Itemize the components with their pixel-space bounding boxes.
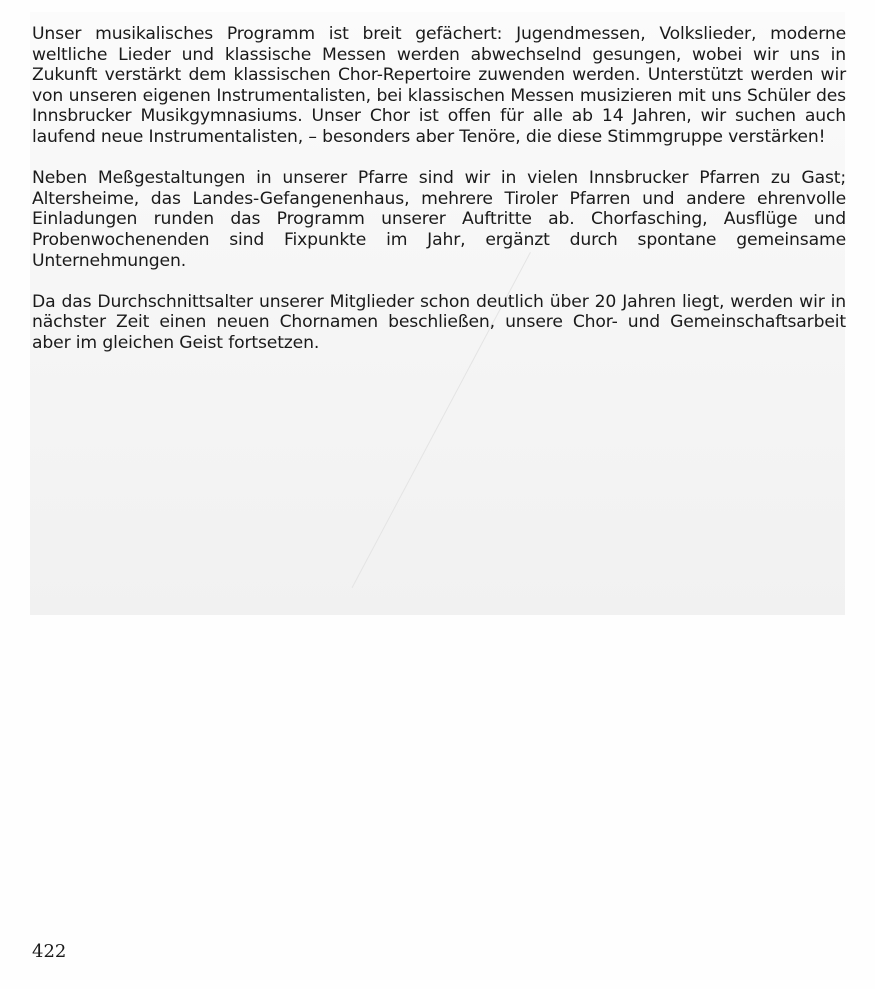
paragraph-future: Da das Durchschnittsalter unserer Mitglieder schon deutlich über 20 Jahren liegt, werden wir in nächster Zeit einen neuen Chornamen beschließen, unsere Chor- und Gemeinschaftsarbeit aber im gleichen Geist fortsetzen. xyxy=(32,291,846,353)
paragraph-performances: Neben Meßgestaltungen in unserer Pfarre sind wir in vielen Innsbrucker Pfarren zu Gast; Altersheime, das Landes-Gefangenenhaus, mehrere Tiroler Pfarren und andere ehrenvolle Einladungen runden das Programm unserer Auftritte ab. Chorfasching, Ausflüge und Probenwochenenden sind Fixpunkte im Jahr, ergänzt durch spontane gemeinsame Unternehmungen. xyxy=(32,168,846,271)
body-text xyxy=(32,24,846,374)
page-number: 422 xyxy=(32,941,67,962)
paragraph-program: Unser musikalisches Programm ist breit gefächert: Jugendmessen, Volkslieder, moderne weltliche Lieder und klassische Messen werden abwechselnd gesungen, wobei wir uns in Zukunft verstärkt dem klassischen Chor-Repertoire zuwenden werden. Unterstützt werden wir von unseren eigenen Instrumentalisten, bei klassischen Messen musizieren mit uns Schüler des Innsbrucker Musikgymnasiums. Unser Chor ist offen für alle ab 14 Jahren, wir suchen auch laufend neue Instrumentalisten, – besonders aber Tenöre, die diese Stimmgruppe verstärken! xyxy=(32,24,846,147)
